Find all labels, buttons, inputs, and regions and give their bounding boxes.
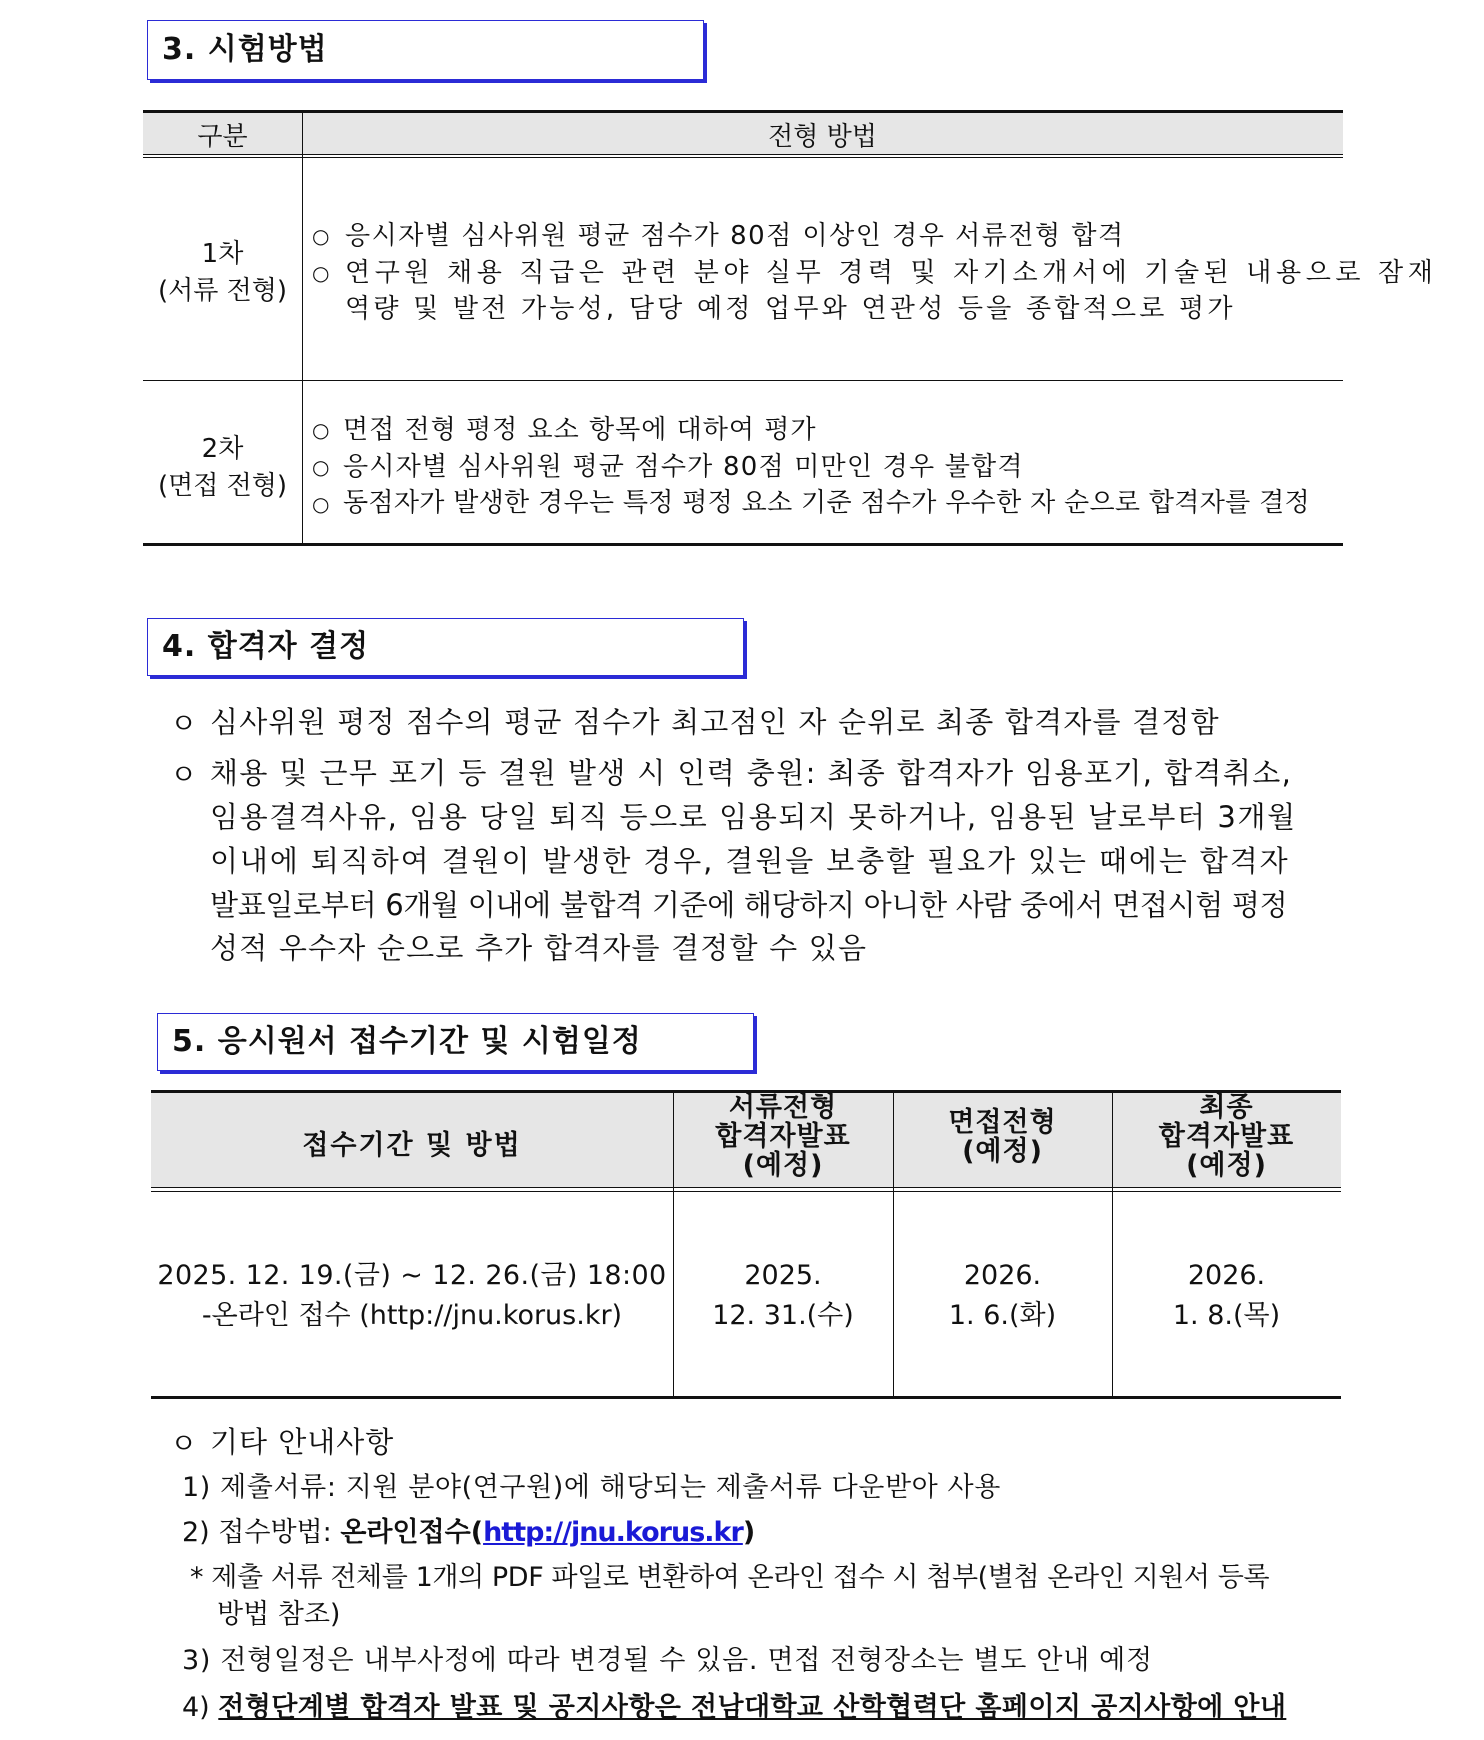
header-final-line2: 합격자발표 xyxy=(1158,1121,1295,1152)
circle-bullet: ○ xyxy=(312,261,330,285)
final-date-line2: 1. 8.(목) xyxy=(1172,1300,1281,1331)
jnu-korus-link[interactable]: http://jnu.korus.kr xyxy=(483,1517,743,1548)
row2-item-1-text: 면접 전형 평정 요소 항목에 대하여 평가 xyxy=(343,415,817,445)
header-doc-line3: (예정) xyxy=(742,1150,824,1181)
row2-stage: 2차 xyxy=(201,434,244,464)
note-4-bold: 전형단계별 합격자 발표 및 공지사항은 전남대학교 산학협력단 홈페이지 공지사항에 안내 xyxy=(218,1692,1287,1723)
interview-date-line1: 2026. xyxy=(963,1260,1042,1291)
row1-stage: 1차 xyxy=(201,239,244,269)
note-2-bold: 온라인접수( xyxy=(340,1517,484,1548)
final-date-line1: 2026. xyxy=(1187,1260,1266,1291)
s4-line-6: 성적 우수자 순으로 추가 합격자를 결정할 수 있음 xyxy=(210,931,868,965)
note-star-1: * 제출 서류 전체를 1개의 PDF 파일로 변환하여 온라인 접수 시 첨부(별첨 온라인 지원서 등록 xyxy=(190,1562,1270,1593)
header-double-rule-1 xyxy=(151,1187,1341,1188)
doc-date-line1: 2025. xyxy=(744,1260,822,1291)
note-3: 3) 전형일정은 내부사정에 따라 변경될 수 있음. 면접 전형장소는 별도 안내 예정 xyxy=(182,1645,1153,1676)
circle-bullet: ○ xyxy=(312,455,330,479)
header-method: 전형 방법 xyxy=(768,122,877,152)
note-1: 1) 제출서류: 지원 분야(연구원)에 해당되는 제출서류 다운받아 사용 xyxy=(182,1472,1001,1503)
cell-final-date xyxy=(1112,1256,1341,1336)
note-4-prefix: 4) xyxy=(182,1692,219,1723)
table-bottom-rule xyxy=(151,1396,1341,1399)
header-double-rule-1 xyxy=(143,154,1343,155)
doc-date-line2: 12. 31.(수) xyxy=(712,1300,854,1331)
reception-method: -온라인 접수 (http://jnu.korus.kr) xyxy=(201,1300,623,1331)
bullet: ㅇ xyxy=(170,1427,198,1460)
note-4 xyxy=(182,1685,1286,1724)
note-2-prefix: 2) 접수방법: xyxy=(182,1517,341,1548)
row2-item-2-text: 응시자별 심사위원 평균 점수가 80점 미만인 경우 불합격 xyxy=(343,452,1024,482)
reception-period: 2025. 12. 19.(금) ~ 12. 26.(금) 18:00 xyxy=(157,1260,667,1291)
header-doc-line1: 서류전형 xyxy=(728,1092,838,1123)
row1-item-2-text: 연구원 채용 직급은 관련 분야 실무 경력 및 자기소개서에 기술된 내용으로 잠재 xyxy=(345,258,1438,288)
header-interview-line1: 면접전형 xyxy=(948,1107,1057,1138)
row2-item-3-text: 동점자가 발생한 경우는 특정 평정 요소 기준 점수가 우수한 자 순으로 합격자를 결정 xyxy=(343,488,1310,518)
bullet: ㅇ xyxy=(170,707,198,740)
header-final xyxy=(1112,1093,1341,1180)
section4-title: 4. 합격자 결정 xyxy=(162,629,370,664)
row1-stage-sub: (서류 전형) xyxy=(157,276,288,306)
circle-bullet: ○ xyxy=(312,418,330,442)
header-reception: 접수기간 및 방법 xyxy=(302,1130,522,1161)
s4-line-3: 임용결격사유, 임용 당일 퇴직 등으로 임용되지 못하거나, 임용된 날로부터 3개월 xyxy=(210,800,1297,834)
header-doc-screening xyxy=(673,1093,893,1180)
cell-reception xyxy=(151,1256,673,1336)
section3-title-box xyxy=(147,20,704,80)
row-divider xyxy=(143,380,1343,381)
row1-item-3-text: 역량 및 발전 가능성, 담당 예정 업무와 연관성 등을 종합적으로 평가 xyxy=(345,294,1236,324)
interview-date-line2: 1. 6.(화) xyxy=(948,1300,1057,1331)
s4-line-4: 이내에 퇴직하여 결원이 발생한 경우, 결원을 보충할 필요가 있는 때에는 합격자 xyxy=(210,844,1290,878)
table-bottom-rule xyxy=(143,543,1343,546)
header-final-line1: 최종 xyxy=(1199,1092,1254,1123)
cell-interview-date xyxy=(893,1256,1112,1336)
note-star-2: 방법 참조) xyxy=(217,1599,341,1630)
cell-doc-date xyxy=(673,1256,893,1336)
header-final-line3: (예정) xyxy=(1186,1150,1267,1181)
section3-title: 3. 시험방법 xyxy=(162,32,328,67)
header-gubun: 구분 xyxy=(197,122,248,152)
header-double-rule-2 xyxy=(143,157,1343,158)
note-2 xyxy=(182,1510,755,1549)
circle-bullet: ○ xyxy=(312,224,330,248)
s4-line-1: 심사위원 평정 점수의 평균 점수가 최고점인 자 순위로 최종 합격자를 결정함 xyxy=(210,705,1220,739)
note-2-suffix: ) xyxy=(742,1517,756,1548)
header-double-rule-2 xyxy=(151,1191,1341,1192)
section5-title-box xyxy=(157,1013,754,1071)
header-doc-line2: 합격자발표 xyxy=(715,1121,851,1152)
row1-item-1-text: 응시자별 심사위원 평균 점수가 80점 이상인 경우 서류전형 합격 xyxy=(345,221,1125,251)
section5-title: 5. 응시원서 접수기간 및 시험일정 xyxy=(172,1024,642,1059)
s4-line-2: 채용 및 근무 포기 등 결원 발생 시 인력 충원: 최종 합격자가 임용포기, 합격취소, xyxy=(210,756,1293,790)
circle-bullet: ○ xyxy=(312,492,330,516)
s4-line-5: 발표일로부터 6개월 이내에 불합격 기준에 해당하지 아니한 사람 중에서 면접시험 평정 xyxy=(210,888,1288,922)
row2-stage-sub: (면접 전형) xyxy=(157,471,288,501)
notes-title: 기타 안내사항 xyxy=(210,1425,395,1459)
header-interview-line2: (예정) xyxy=(962,1136,1043,1167)
section4-title-box xyxy=(147,618,744,676)
header-interview xyxy=(893,1108,1112,1166)
bullet: ㅇ xyxy=(170,758,198,791)
table-col-divider xyxy=(302,113,303,545)
